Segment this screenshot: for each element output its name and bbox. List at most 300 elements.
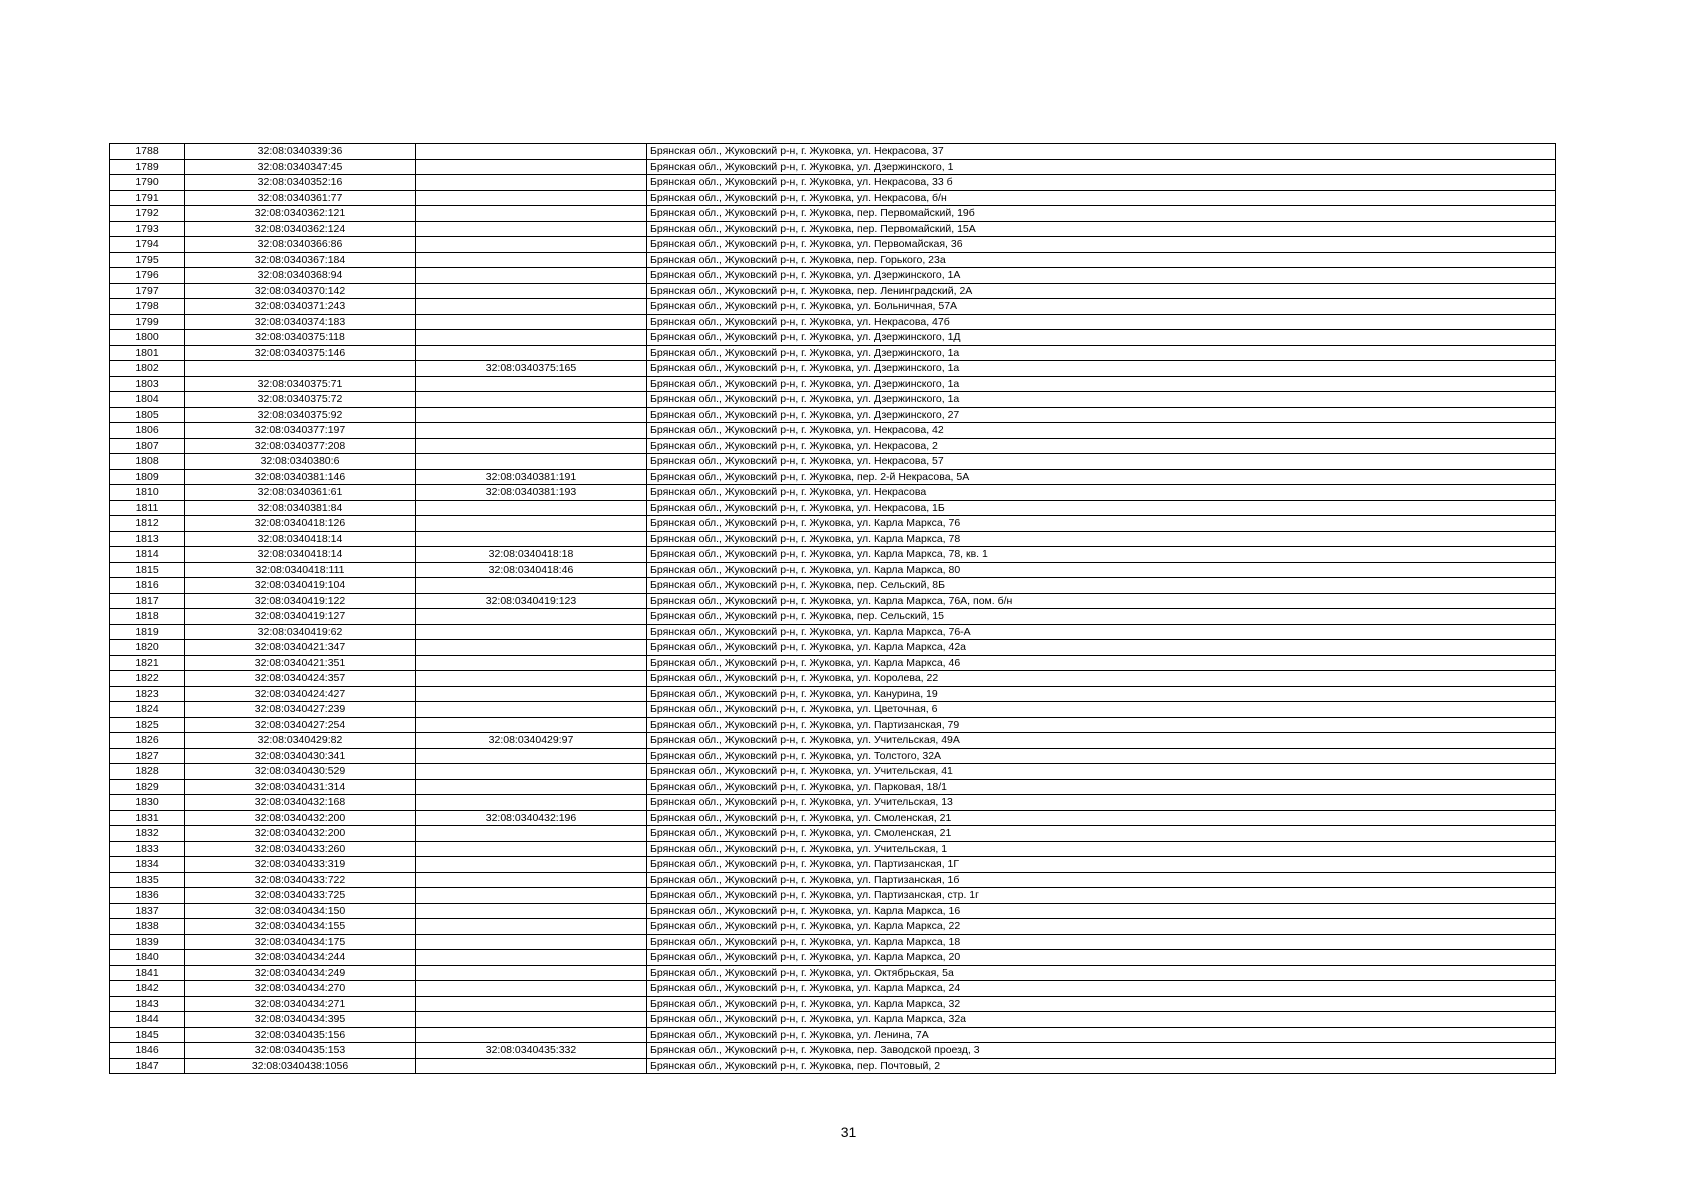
row-number-cell: 1837	[110, 903, 185, 919]
address-cell: Брянская обл., Жуковский р-н, г. Жуковка, ул. Больничная, 57А	[647, 299, 1556, 315]
cadastral-number-cell: 32:08:0340435:153	[185, 1043, 416, 1059]
row-number-cell: 1840	[110, 950, 185, 966]
address-cell: Брянская обл., Жуковский р-н, г. Жуковка, пер. Почтовый, 2	[647, 1058, 1556, 1074]
row-number-cell: 1838	[110, 919, 185, 935]
address-cell: Брянская обл., Жуковский р-н, г. Жуковка, ул. Дзержинского, 1а	[647, 345, 1556, 361]
cadastral-number-cell: 32:08:0340430:341	[185, 748, 416, 764]
related-cadastral-number-cell	[416, 407, 647, 423]
table-row	[110, 392, 1556, 408]
row-number-cell: 1805	[110, 407, 185, 423]
row-number-cell: 1827	[110, 748, 185, 764]
address-cell: Брянская обл., Жуковский р-н, г. Жуковка, ул. Смоленская, 21	[647, 826, 1556, 842]
address-cell: Брянская обл., Жуковский р-н, г. Жуковка, ул. Дзержинского, 1а	[647, 392, 1556, 408]
address-cell: Брянская обл., Жуковский р-н, г. Жуковка, ул. Дзержинского, 1а	[647, 361, 1556, 377]
row-number-cell: 1819	[110, 624, 185, 640]
address-cell: Брянская обл., Жуковский р-н, г. Жуковка, ул. Карла Маркса, 78, кв. 1	[647, 547, 1556, 563]
address-cell: Брянская обл., Жуковский р-н, г. Жуковка, ул. Карла Маркса, 32а	[647, 1012, 1556, 1028]
row-number-cell: 1844	[110, 1012, 185, 1028]
row-number-cell: 1835	[110, 872, 185, 888]
related-cadastral-number-cell	[416, 934, 647, 950]
related-cadastral-number-cell	[416, 624, 647, 640]
address-cell: Брянская обл., Жуковский р-н, г. Жуковка, ул. Карла Маркса, 76А, пом. б/н	[647, 593, 1556, 609]
table-row	[110, 221, 1556, 237]
related-cadastral-number-cell	[416, 144, 647, 160]
address-cell: Брянская обл., Жуковский р-н, г. Жуковка, пер. Сельский, 15	[647, 609, 1556, 625]
table-row	[110, 857, 1556, 873]
table-body	[110, 144, 1556, 1074]
table-row	[110, 562, 1556, 578]
table-row	[110, 330, 1556, 346]
table-row	[110, 950, 1556, 966]
address-cell: Брянская обл., Жуковский р-н, г. Жуковка, ул. Королева, 22	[647, 671, 1556, 687]
address-cell: Брянская обл., Жуковский р-н, г. Жуковка, ул. Ленина, 7А	[647, 1027, 1556, 1043]
address-cell: Брянская обл., Жуковский р-н, г. Жуковка, пер. Ленинградский, 2А	[647, 283, 1556, 299]
table-row	[110, 593, 1556, 609]
row-number-cell: 1823	[110, 686, 185, 702]
row-number-cell: 1845	[110, 1027, 185, 1043]
row-number-cell: 1798	[110, 299, 185, 315]
cadastral-number-cell: 32:08:0340434:244	[185, 950, 416, 966]
related-cadastral-number-cell: 32:08:0340381:191	[416, 469, 647, 485]
row-number-cell: 1824	[110, 702, 185, 718]
table-row	[110, 206, 1556, 222]
table-row	[110, 252, 1556, 268]
row-number-cell: 1797	[110, 283, 185, 299]
related-cadastral-number-cell	[416, 872, 647, 888]
address-cell: Брянская обл., Жуковский р-н, г. Жуковка, пер. Первомайский, 19б	[647, 206, 1556, 222]
address-cell: Брянская обл., Жуковский р-н, г. Жуковка, ул. Карла Маркса, 16	[647, 903, 1556, 919]
row-number-cell: 1810	[110, 485, 185, 501]
table-row	[110, 965, 1556, 981]
cadastral-number-cell: 32:08:0340377:208	[185, 438, 416, 454]
cadastral-number-cell: 32:08:0340434:271	[185, 996, 416, 1012]
address-cell: Брянская обл., Жуковский р-н, г. Жуковка, пер. Сельский, 8Б	[647, 578, 1556, 594]
address-cell: Брянская обл., Жуковский р-н, г. Жуковка, ул. Парковая, 18/1	[647, 779, 1556, 795]
row-number-cell: 1804	[110, 392, 185, 408]
cadastral-number-cell: 32:08:0340418:126	[185, 516, 416, 532]
row-number-cell: 1825	[110, 717, 185, 733]
related-cadastral-number-cell	[416, 330, 647, 346]
address-cell: Брянская обл., Жуковский р-н, г. Жуковка, ул. Карла Маркса, 32	[647, 996, 1556, 1012]
table-row	[110, 423, 1556, 439]
cadastral-number-cell: 32:08:0340370:142	[185, 283, 416, 299]
row-number-cell: 1789	[110, 159, 185, 175]
row-number-cell: 1800	[110, 330, 185, 346]
table-row	[110, 578, 1556, 594]
table-row	[110, 733, 1556, 749]
related-cadastral-number-cell	[416, 190, 647, 206]
row-number-cell: 1841	[110, 965, 185, 981]
table-row	[110, 547, 1556, 563]
cadastral-number-cell: 32:08:0340430:529	[185, 764, 416, 780]
row-number-cell: 1818	[110, 609, 185, 625]
cadastral-number-cell: 32:08:0340419:122	[185, 593, 416, 609]
cadastral-number-cell: 32:08:0340427:254	[185, 717, 416, 733]
related-cadastral-number-cell	[416, 531, 647, 547]
row-number-cell: 1790	[110, 175, 185, 191]
table-row	[110, 1012, 1556, 1028]
related-cadastral-number-cell	[416, 578, 647, 594]
row-number-cell: 1826	[110, 733, 185, 749]
cadastral-number-cell: 32:08:0340375:72	[185, 392, 416, 408]
cadastral-number-cell: 32:08:0340362:124	[185, 221, 416, 237]
address-cell: Брянская обл., Жуковский р-н, г. Жуковка, ул. Карла Маркса, 24	[647, 981, 1556, 997]
related-cadastral-number-cell: 32:08:0340418:46	[416, 562, 647, 578]
address-cell: Брянская обл., Жуковский р-н, г. Жуковка, ул. Дзержинского, 1а	[647, 376, 1556, 392]
table-row	[110, 516, 1556, 532]
row-number-cell: 1829	[110, 779, 185, 795]
related-cadastral-number-cell	[416, 392, 647, 408]
row-number-cell: 1788	[110, 144, 185, 160]
related-cadastral-number-cell: 32:08:0340429:97	[416, 733, 647, 749]
table-row	[110, 237, 1556, 253]
cadastral-number-cell: 32:08:0340434:270	[185, 981, 416, 997]
table-row	[110, 314, 1556, 330]
row-number-cell: 1811	[110, 500, 185, 516]
address-cell: Брянская обл., Жуковский р-н, г. Жуковка, ул. Партизанская, 1б	[647, 872, 1556, 888]
address-cell: Брянская обл., Жуковский р-н, г. Жуковка, ул. Первомайская, 36	[647, 237, 1556, 253]
cadastral-number-cell: 32:08:0340434:395	[185, 1012, 416, 1028]
related-cadastral-number-cell: 32:08:0340375:165	[416, 361, 647, 377]
cadastral-number-cell: 32:08:0340366:86	[185, 237, 416, 253]
cadastral-number-cell: 32:08:0340375:71	[185, 376, 416, 392]
cadastral-number-cell: 32:08:0340375:118	[185, 330, 416, 346]
table-row	[110, 190, 1556, 206]
related-cadastral-number-cell	[416, 376, 647, 392]
related-cadastral-number-cell	[416, 950, 647, 966]
related-cadastral-number-cell	[416, 252, 647, 268]
related-cadastral-number-cell	[416, 345, 647, 361]
row-number-cell: 1814	[110, 547, 185, 563]
related-cadastral-number-cell	[416, 500, 647, 516]
table-row	[110, 469, 1556, 485]
related-cadastral-number-cell	[416, 283, 647, 299]
related-cadastral-number-cell	[416, 640, 647, 656]
cadastral-number-cell: 32:08:0340418:14	[185, 547, 416, 563]
cadastral-number-cell: 32:08:0340432:200	[185, 826, 416, 842]
cadastral-number-cell: 32:08:0340418:14	[185, 531, 416, 547]
cadastral-number-cell: 32:08:0340424:427	[185, 686, 416, 702]
cadastral-number-cell: 32:08:0340418:111	[185, 562, 416, 578]
cadastral-number-cell: 32:08:0340433:722	[185, 872, 416, 888]
table-row	[110, 702, 1556, 718]
address-cell: Брянская обл., Жуковский р-н, г. Жуковка, ул. Дзержинского, 1	[647, 159, 1556, 175]
cadastral-number-cell: 32:08:0340429:82	[185, 733, 416, 749]
related-cadastral-number-cell	[416, 438, 647, 454]
related-cadastral-number-cell	[416, 175, 647, 191]
row-number-cell: 1834	[110, 857, 185, 873]
related-cadastral-number-cell	[416, 702, 647, 718]
related-cadastral-number-cell: 32:08:0340432:196	[416, 810, 647, 826]
row-number-cell: 1821	[110, 655, 185, 671]
address-cell: Брянская обл., Жуковский р-н, г. Жуковка, ул. Некрасова, 57	[647, 454, 1556, 470]
address-cell: Брянская обл., Жуковский р-н, г. Жуковка, ул. Карла Маркса, 22	[647, 919, 1556, 935]
table-row	[110, 1027, 1556, 1043]
address-cell: Брянская обл., Жуковский р-н, г. Жуковка, ул. Толстого, 32А	[647, 748, 1556, 764]
table-row	[110, 531, 1556, 547]
address-cell: Брянская обл., Жуковский р-н, г. Жуковка, ул. Карла Маркса, 42а	[647, 640, 1556, 656]
table-row	[110, 376, 1556, 392]
address-cell: Брянская обл., Жуковский р-н, г. Жуковка, ул. Партизанская, стр. 1г	[647, 888, 1556, 904]
address-cell: Брянская обл., Жуковский р-н, г. Жуковка, пер. Заводской проезд, 3	[647, 1043, 1556, 1059]
cadastral-number-cell: 32:08:0340362:121	[185, 206, 416, 222]
row-number-cell: 1796	[110, 268, 185, 284]
address-cell: Брянская обл., Жуковский р-н, г. Жуковка, ул. Карла Маркса, 20	[647, 950, 1556, 966]
related-cadastral-number-cell	[416, 748, 647, 764]
table-row	[110, 841, 1556, 857]
related-cadastral-number-cell: 32:08:0340419:123	[416, 593, 647, 609]
cadastral-number-cell: 32:08:0340421:347	[185, 640, 416, 656]
address-cell: Брянская обл., Жуковский р-н, г. Жуковка, ул. Смоленская, 21	[647, 810, 1556, 826]
row-number-cell: 1816	[110, 578, 185, 594]
related-cadastral-number-cell	[416, 268, 647, 284]
table-row	[110, 454, 1556, 470]
row-number-cell: 1792	[110, 206, 185, 222]
cadastral-number-cell: 32:08:0340432:168	[185, 795, 416, 811]
row-number-cell: 1836	[110, 888, 185, 904]
cadastral-number-cell: 32:08:0340381:146	[185, 469, 416, 485]
row-number-cell: 1820	[110, 640, 185, 656]
row-number-cell: 1830	[110, 795, 185, 811]
related-cadastral-number-cell	[416, 1058, 647, 1074]
row-number-cell: 1809	[110, 469, 185, 485]
cadastral-number-cell	[185, 361, 416, 377]
related-cadastral-number-cell	[416, 655, 647, 671]
table-row	[110, 748, 1556, 764]
table-row	[110, 345, 1556, 361]
row-number-cell: 1832	[110, 826, 185, 842]
address-cell: Брянская обл., Жуковский р-н, г. Жуковка, ул. Некрасова, 33 б	[647, 175, 1556, 191]
table-row	[110, 810, 1556, 826]
address-cell: Брянская обл., Жуковский р-н, г. Жуковка, ул. Учительская, 1	[647, 841, 1556, 857]
row-number-cell: 1842	[110, 981, 185, 997]
row-number-cell: 1808	[110, 454, 185, 470]
cadastral-number-cell: 32:08:0340427:239	[185, 702, 416, 718]
related-cadastral-number-cell	[416, 314, 647, 330]
table-row	[110, 671, 1556, 687]
related-cadastral-number-cell	[416, 671, 647, 687]
row-number-cell: 1801	[110, 345, 185, 361]
address-cell: Брянская обл., Жуковский р-н, г. Жуковка, ул. Канурина, 19	[647, 686, 1556, 702]
related-cadastral-number-cell	[416, 717, 647, 733]
address-cell: Брянская обл., Жуковский р-н, г. Жуковка, ул. Октябрьская, 5а	[647, 965, 1556, 981]
cadastral-number-cell: 32:08:0340434:175	[185, 934, 416, 950]
cadastral-number-cell: 32:08:0340419:104	[185, 578, 416, 594]
table-row	[110, 159, 1556, 175]
related-cadastral-number-cell	[416, 423, 647, 439]
related-cadastral-number-cell	[416, 206, 647, 222]
related-cadastral-number-cell	[416, 609, 647, 625]
table-row	[110, 144, 1556, 160]
related-cadastral-number-cell	[416, 996, 647, 1012]
table-row	[110, 655, 1556, 671]
table-row	[110, 500, 1556, 516]
row-number-cell: 1839	[110, 934, 185, 950]
address-cell: Брянская обл., Жуковский р-н, г. Жуковка, пер. 2-й Некрасова, 5А	[647, 469, 1556, 485]
row-number-cell: 1831	[110, 810, 185, 826]
table-row	[110, 919, 1556, 935]
cadastral-number-cell: 32:08:0340380:6	[185, 454, 416, 470]
cadastral-number-cell: 32:08:0340381:84	[185, 500, 416, 516]
related-cadastral-number-cell	[416, 981, 647, 997]
address-cell: Брянская обл., Жуковский р-н, г. Жуковка, ул. Карла Маркса, 80	[647, 562, 1556, 578]
related-cadastral-number-cell	[416, 795, 647, 811]
address-cell: Брянская обл., Жуковский р-н, г. Жуковка, ул. Партизанская, 1Г	[647, 857, 1556, 873]
related-cadastral-number-cell	[416, 764, 647, 780]
table-row	[110, 826, 1556, 842]
address-cell: Брянская обл., Жуковский р-н, г. Жуковка, ул. Дзержинского, 1Д	[647, 330, 1556, 346]
row-number-cell: 1833	[110, 841, 185, 857]
table-row	[110, 717, 1556, 733]
cadastral-number-cell: 32:08:0340377:197	[185, 423, 416, 439]
cadastral-number-cell: 32:08:0340421:351	[185, 655, 416, 671]
row-number-cell: 1803	[110, 376, 185, 392]
table-row	[110, 1058, 1556, 1074]
row-number-cell: 1799	[110, 314, 185, 330]
address-cell: Брянская обл., Жуковский р-н, г. Жуковка, ул. Некрасова, 2	[647, 438, 1556, 454]
address-cell: Брянская обл., Жуковский р-н, г. Жуковка, ул. Учительская, 13	[647, 795, 1556, 811]
row-number-cell: 1802	[110, 361, 185, 377]
cadastral-number-cell: 32:08:0340361:77	[185, 190, 416, 206]
cadastral-number-cell: 32:08:0340361:61	[185, 485, 416, 501]
address-cell: Брянская обл., Жуковский р-н, г. Жуковка, ул. Карла Маркса, 78	[647, 531, 1556, 547]
table-row	[110, 175, 1556, 191]
cadastral-number-cell: 32:08:0340371:243	[185, 299, 416, 315]
row-number-cell: 1807	[110, 438, 185, 454]
table-row	[110, 438, 1556, 454]
table-row	[110, 981, 1556, 997]
related-cadastral-number-cell	[416, 221, 647, 237]
row-number-cell: 1815	[110, 562, 185, 578]
address-cell: Брянская обл., Жуковский р-н, г. Жуковка, ул. Некрасова, б/н	[647, 190, 1556, 206]
cadastral-number-cell: 32:08:0340431:314	[185, 779, 416, 795]
related-cadastral-number-cell	[416, 454, 647, 470]
related-cadastral-number-cell	[416, 159, 647, 175]
table-row	[110, 903, 1556, 919]
row-number-cell: 1791	[110, 190, 185, 206]
cadastral-number-cell: 32:08:0340352:16	[185, 175, 416, 191]
related-cadastral-number-cell	[416, 857, 647, 873]
related-cadastral-number-cell: 32:08:0340435:332	[416, 1043, 647, 1059]
address-cell: Брянская обл., Жуковский р-н, г. Жуковка, ул. Некрасова, 42	[647, 423, 1556, 439]
cadastral-number-cell: 32:08:0340339:36	[185, 144, 416, 160]
cadastral-number-cell: 32:08:0340434:150	[185, 903, 416, 919]
table-row	[110, 283, 1556, 299]
table-row	[110, 1043, 1556, 1059]
row-number-cell: 1793	[110, 221, 185, 237]
registry-table	[109, 143, 1556, 1074]
related-cadastral-number-cell	[416, 1027, 647, 1043]
table-row	[110, 764, 1556, 780]
address-cell: Брянская обл., Жуковский р-н, г. Жуковка, ул. Партизанская, 79	[647, 717, 1556, 733]
cadastral-number-cell: 32:08:0340424:357	[185, 671, 416, 687]
cadastral-number-cell: 32:08:0340375:146	[185, 345, 416, 361]
table-row	[110, 361, 1556, 377]
table-row	[110, 686, 1556, 702]
cadastral-number-cell: 32:08:0340434:249	[185, 965, 416, 981]
related-cadastral-number-cell	[416, 516, 647, 532]
cadastral-number-cell: 32:08:0340419:127	[185, 609, 416, 625]
cadastral-number-cell: 32:08:0340419:62	[185, 624, 416, 640]
row-number-cell: 1817	[110, 593, 185, 609]
address-cell: Брянская обл., Жуковский р-н, г. Жуковка, ул. Учительская, 41	[647, 764, 1556, 780]
cadastral-number-cell: 32:08:0340435:156	[185, 1027, 416, 1043]
page-number: 31	[840, 1124, 857, 1140]
address-cell: Брянская обл., Жуковский р-н, г. Жуковка, ул. Карла Маркса, 76	[647, 516, 1556, 532]
related-cadastral-number-cell	[416, 903, 647, 919]
related-cadastral-number-cell	[416, 965, 647, 981]
address-cell: Брянская обл., Жуковский р-н, г. Жуковка, ул. Дзержинского, 1А	[647, 268, 1556, 284]
address-cell: Брянская обл., Жуковский р-н, г. Жуковка, ул. Учительская, 49А	[647, 733, 1556, 749]
table-row	[110, 624, 1556, 640]
table-row	[110, 934, 1556, 950]
table-row	[110, 609, 1556, 625]
related-cadastral-number-cell: 32:08:0340418:18	[416, 547, 647, 563]
table-row	[110, 299, 1556, 315]
table-row	[110, 795, 1556, 811]
address-cell: Брянская обл., Жуковский р-н, г. Жуковка, ул. Карла Маркса, 18	[647, 934, 1556, 950]
row-number-cell: 1806	[110, 423, 185, 439]
table-row	[110, 407, 1556, 423]
cadastral-number-cell: 32:08:0340374:183	[185, 314, 416, 330]
row-number-cell: 1822	[110, 671, 185, 687]
related-cadastral-number-cell	[416, 779, 647, 795]
table-row	[110, 888, 1556, 904]
related-cadastral-number-cell	[416, 841, 647, 857]
related-cadastral-number-cell	[416, 686, 647, 702]
related-cadastral-number-cell	[416, 1012, 647, 1028]
row-number-cell: 1843	[110, 996, 185, 1012]
cadastral-number-cell: 32:08:0340367:184	[185, 252, 416, 268]
related-cadastral-number-cell	[416, 299, 647, 315]
cadastral-number-cell: 32:08:0340432:200	[185, 810, 416, 826]
cadastral-number-cell: 32:08:0340438:1056	[185, 1058, 416, 1074]
row-number-cell: 1846	[110, 1043, 185, 1059]
row-number-cell: 1794	[110, 237, 185, 253]
address-cell: Брянская обл., Жуковский р-н, г. Жуковка, ул. Карла Маркса, 76-А	[647, 624, 1556, 640]
related-cadastral-number-cell: 32:08:0340381:193	[416, 485, 647, 501]
cadastral-number-cell: 32:08:0340375:92	[185, 407, 416, 423]
related-cadastral-number-cell	[416, 237, 647, 253]
address-cell: Брянская обл., Жуковский р-н, г. Жуковка, ул. Некрасова, 37	[647, 144, 1556, 160]
related-cadastral-number-cell	[416, 826, 647, 842]
address-cell: Брянская обл., Жуковский р-н, г. Жуковка, ул. Некрасова, 47б	[647, 314, 1556, 330]
cadastral-number-cell: 32:08:0340433:260	[185, 841, 416, 857]
related-cadastral-number-cell	[416, 888, 647, 904]
table-row	[110, 640, 1556, 656]
cadastral-number-cell: 32:08:0340347:45	[185, 159, 416, 175]
address-cell: Брянская обл., Жуковский р-н, г. Жуковка, пер. Первомайский, 15А	[647, 221, 1556, 237]
related-cadastral-number-cell	[416, 919, 647, 935]
address-cell: Брянская обл., Жуковский р-н, г. Жуковка, ул. Некрасова, 1Б	[647, 500, 1556, 516]
cadastral-number-cell: 32:08:0340433:725	[185, 888, 416, 904]
cadastral-number-cell: 32:08:0340433:319	[185, 857, 416, 873]
cadastral-number-cell: 32:08:0340434:155	[185, 919, 416, 935]
table-row	[110, 872, 1556, 888]
row-number-cell: 1812	[110, 516, 185, 532]
address-cell: Брянская обл., Жуковский р-н, г. Жуковка, пер. Горького, 23а	[647, 252, 1556, 268]
row-number-cell: 1795	[110, 252, 185, 268]
table-row	[110, 485, 1556, 501]
address-cell: Брянская обл., Жуковский р-н, г. Жуковка, ул. Некрасова	[647, 485, 1556, 501]
row-number-cell: 1847	[110, 1058, 185, 1074]
row-number-cell: 1813	[110, 531, 185, 547]
address-cell: Брянская обл., Жуковский р-н, г. Жуковка, ул. Карла Маркса, 46	[647, 655, 1556, 671]
table-row	[110, 268, 1556, 284]
row-number-cell: 1828	[110, 764, 185, 780]
address-cell: Брянская обл., Жуковский р-н, г. Жуковка, ул. Дзержинского, 27	[647, 407, 1556, 423]
cadastral-number-cell: 32:08:0340368:94	[185, 268, 416, 284]
